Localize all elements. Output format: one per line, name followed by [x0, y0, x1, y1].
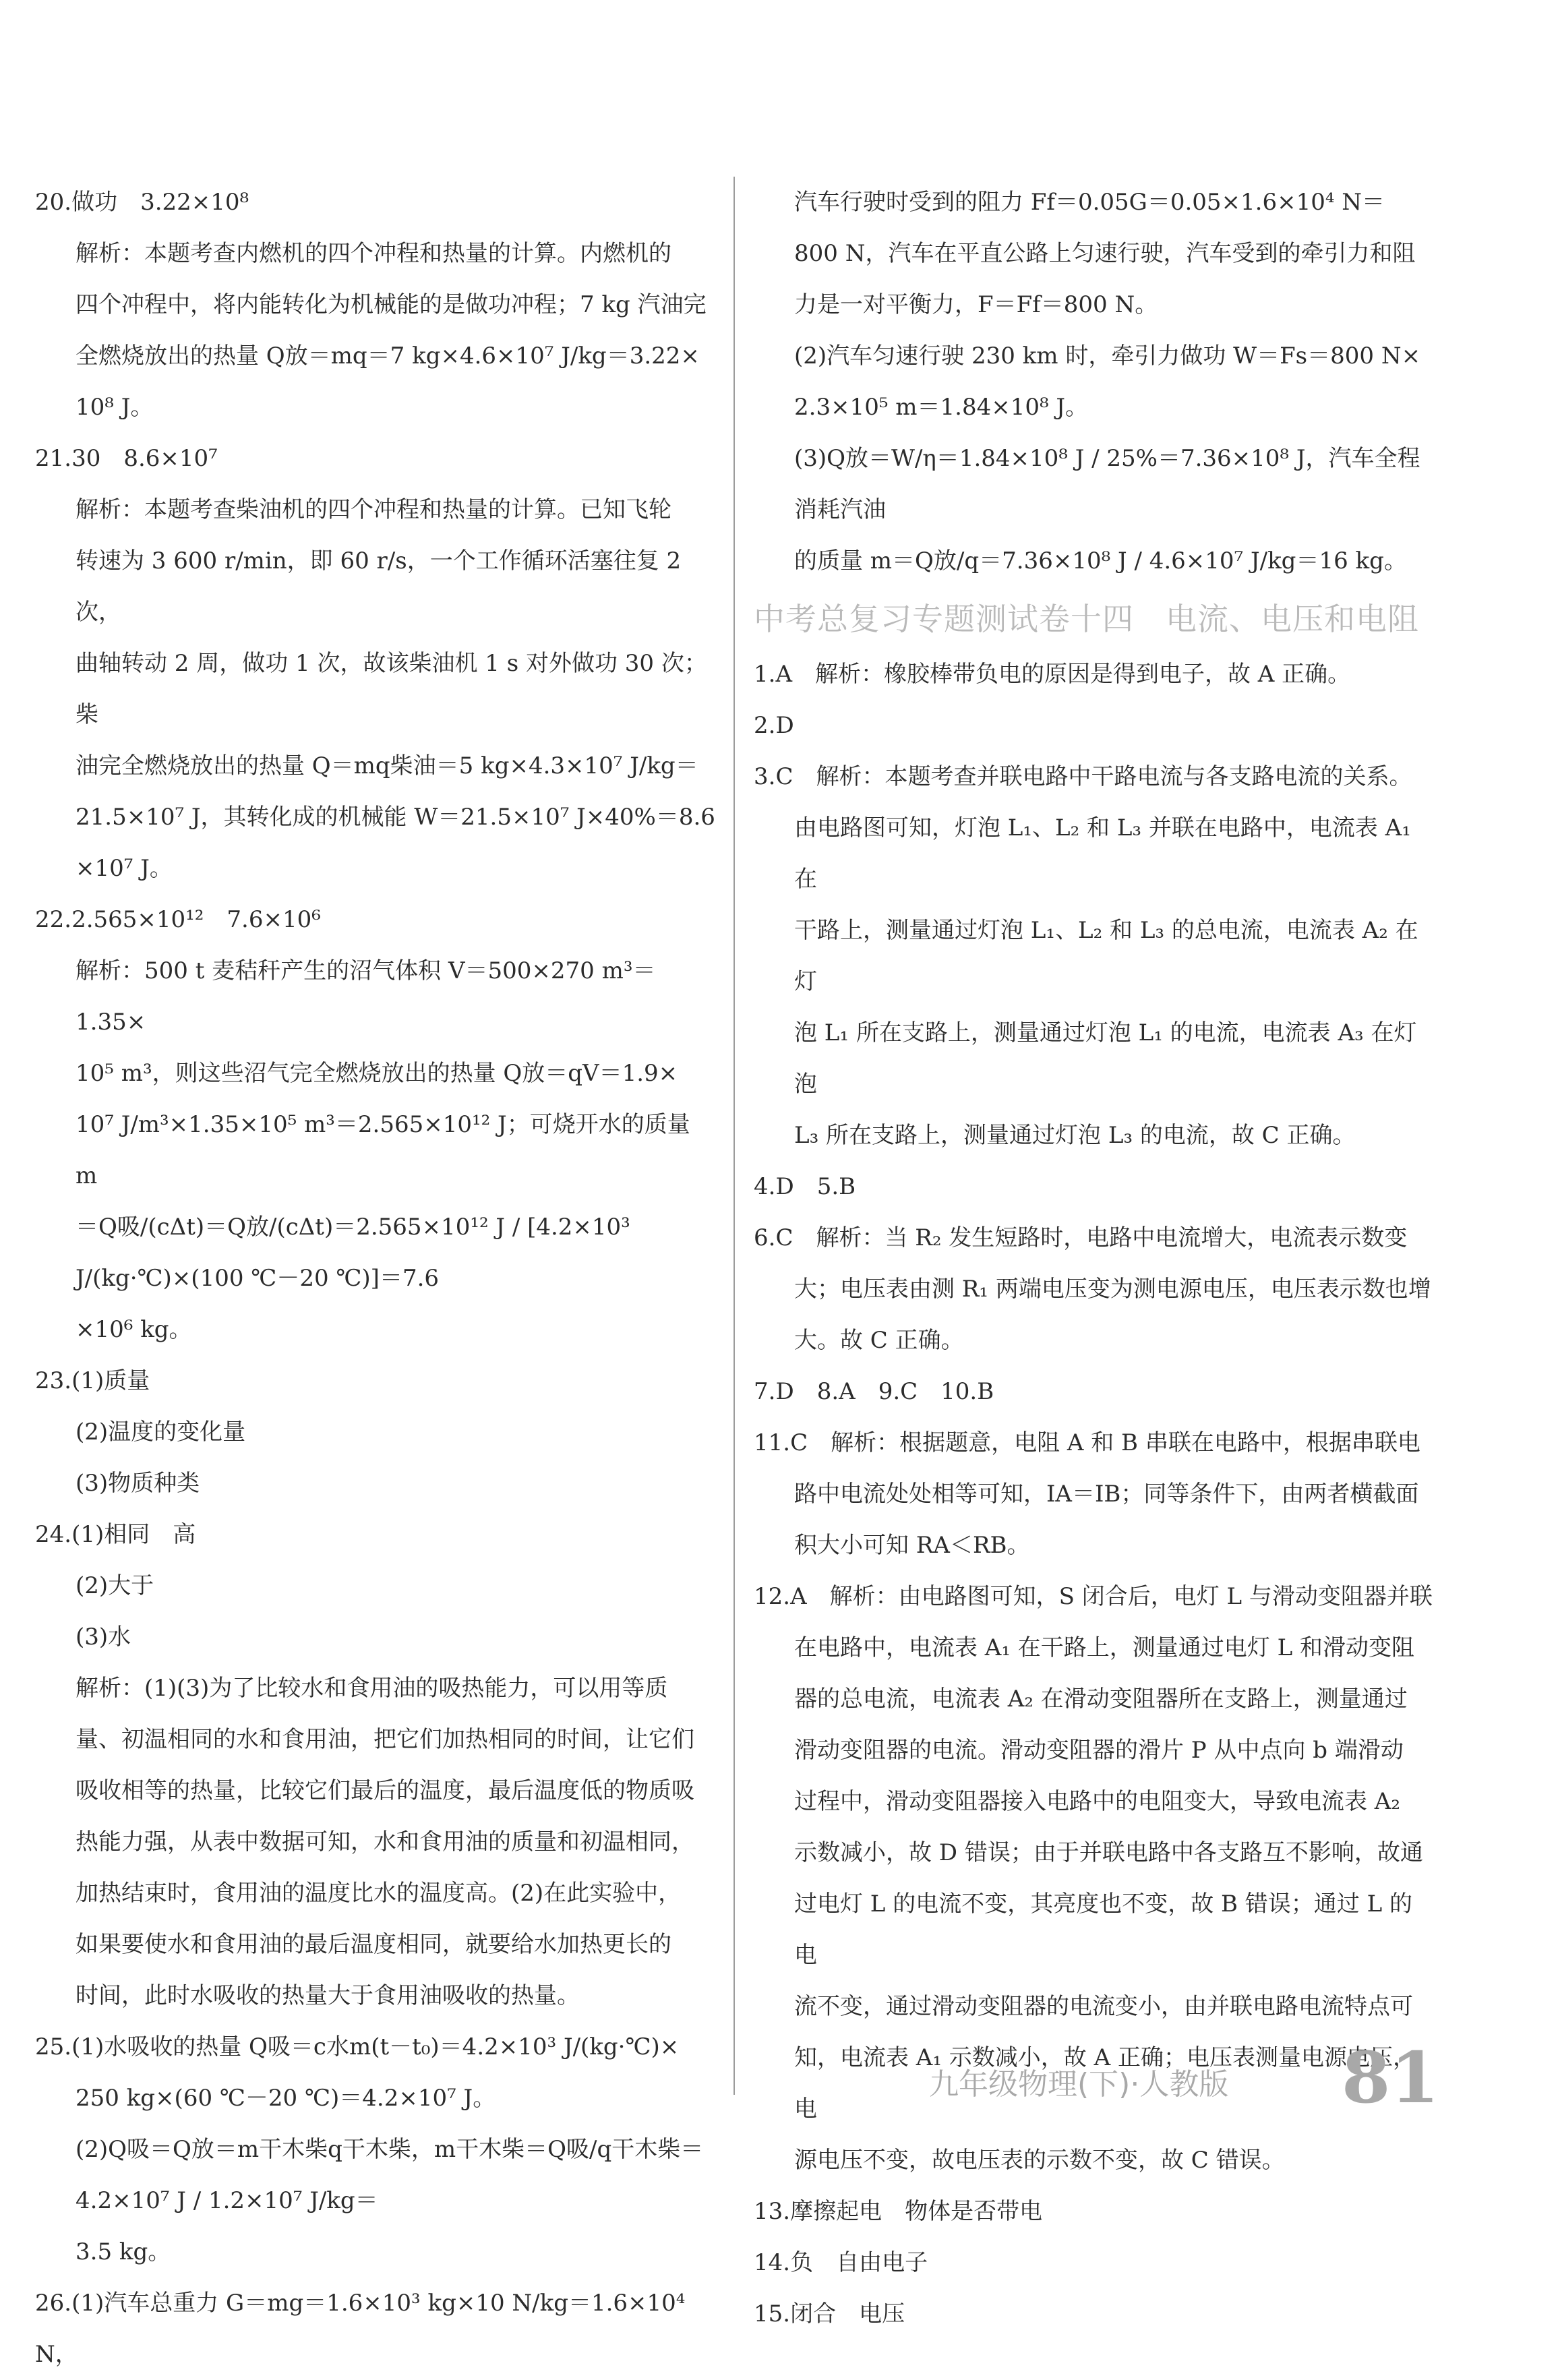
text-line: 800 N，汽车在平直公路上匀速行驶，汽车受到的牵引力和阻: [794, 240, 1416, 267]
text-line: 过电灯 L 的电流不变，其亮度也不变，故 B 错误；通过 L 的电: [794, 1891, 1412, 1969]
text-line: (2)汽车匀速行驶 230 km 时，牵引力做功 W＝Fs＝800 N×: [794, 343, 1421, 369]
text-line: (2)大于: [76, 1572, 154, 1599]
text-line: 解析：本题考查内燃机的四个冲程和热量的计算。内燃机的: [76, 240, 671, 267]
text-line: 量、初温相同的水和食用油，把它们加热相同的时间，让它们: [76, 1726, 694, 1753]
text-line: 2.3×10⁵ m＝1.84×10⁸ J。: [794, 394, 1089, 421]
text-line: 时间，此时水吸收的热量大于食用油吸收的热量。: [76, 1982, 580, 2009]
text-line: 油完全燃烧放出的热量 Q＝mq柴油＝5 kg×4.3×10⁷ J/kg＝: [76, 752, 698, 779]
text-line: 21.30 8.6×10⁷: [35, 445, 218, 472]
text-line: 15.闭合 电压: [754, 2300, 905, 2327]
text-line: 滑动变阻器的电流。滑动变阻器的滑片 P 从中点向 b 端滑动: [794, 1737, 1404, 1764]
text-line: 泡 L₁ 所在支路上，测量通过灯泡 L₁ 的电流，电流表 A₃ 在灯泡: [794, 1019, 1417, 1098]
text-line: 12.A 解析：由电路图可知，S 闭合后，电灯 L 与滑动变阻器并联: [754, 1583, 1433, 1610]
text-line: 流不变，通过滑动变阻器的电流变小，由并联电路电流特点可: [794, 1993, 1413, 2020]
text-line: L₃ 所在支路上，测量通过灯泡 L₃ 的电流，故 C 正确。: [794, 1122, 1356, 1149]
text-line: ×10⁶ kg。: [76, 1316, 192, 1343]
text-line: 3.C 解析：本题考查并联电路中干路电流与各支路电流的关系。: [754, 763, 1412, 790]
text-line: 全燃烧放出的热量 Q放＝mq＝7 kg×4.6×10⁷ J/kg＝3.22×: [76, 343, 700, 369]
text-line: ×10⁷ J。: [76, 855, 173, 882]
text-line: 干路上，测量通过灯泡 L₁、L₂ 和 L₃ 的总电流，电流表 A₂ 在灯: [794, 917, 1418, 995]
text-line: 解析：(1)(3)为了比较水和食用油的吸热能力，可以用等质: [76, 1675, 668, 1702]
text-line: 21.5×10⁷ J，其转化成的机械能 W＝21.5×10⁷ J×40%＝8.6: [76, 804, 715, 831]
text-line: 转速为 3 600 r/min，即 60 r/s，一个工作循环活塞往复 2 次，: [76, 547, 682, 626]
text-line: 吸收相等的热量，比较它们最后的温度，最后温度低的物质吸: [76, 1777, 694, 1804]
text-line: 14.负 自由电子: [754, 2249, 928, 2276]
text-line: 25.(1)水吸收的热量 Q吸＝c水m(t－t₀)＝4.2×10³ J/(kg·℃)×: [35, 2033, 680, 2060]
text-line: (3)Q放＝W/η＝1.84×10⁸ J / 25%＝7.36×10⁸ J，汽车全程消耗汽油: [794, 445, 1420, 523]
text-line: 汽车行驶时受到的阻力 Ff＝0.05G＝0.05×1.6×10⁴ N＝: [794, 189, 1385, 216]
text-line: 四个冲程中，将内能转化为机械能的是做功冲程；7 kg 汽油完: [76, 291, 707, 318]
text-line: 3.5 kg。: [76, 2238, 171, 2265]
text-line: 曲轴转动 2 周，做功 1 次，故该柴油机 1 s 对外做功 30 次；柴: [76, 650, 707, 728]
text-line: 23.(1)质量: [35, 1367, 150, 1394]
left-column: [35, 177, 716, 2380]
text-line: 在电路中，电流表 A₁ 在干路上，测量通过电灯 L 和滑动变阻: [794, 1634, 1414, 1661]
text-line: 如果要使水和食用油的最后温度相同，就要给水加热更长的: [76, 1931, 671, 1958]
section-title: 中考总复习专题测试卷十四 电流、电压和电阻: [754, 601, 1419, 637]
text-line: 路中电流处处相等可知，IA＝IB；同等条件下，由两者横截面: [794, 1481, 1419, 1508]
text-line: 11.C 解析：根据题意，电阻 A 和 B 串联在电路中，根据串联电: [754, 1429, 1420, 1456]
text-line: 2.D: [754, 712, 794, 739]
text-line: 源电压不变，故电压表的示数不变，故 C 错误。: [794, 2147, 1285, 2174]
text-line: 6.C 解析：当 R₂ 发生短路时，电路中电流增大，电流表示数变: [754, 1224, 1408, 1251]
text-line: 知，电流表 A₁ 示数减小，故 A 正确；电压表测量电源电压，电: [794, 2044, 1416, 2122]
text-line: 24.(1)相同 高: [35, 1521, 196, 1548]
text-line: 1.A 解析：橡胶棒带负电的原因是得到电子，故 A 正确。: [754, 661, 1351, 688]
text-line: 力是一对平衡力，F＝Ff＝800 N。: [794, 291, 1158, 318]
text-line: 的质量 m＝Q放/q＝7.36×10⁸ J / 4.6×10⁷ J/kg＝16 kg。: [794, 547, 1407, 574]
text-line: 加热结束时，食用油的温度比水的温度高。(2)在此实验中，: [76, 1880, 682, 1907]
text-line: 示数减小，故 D 错误；由于并联电路中各支路互不影响，故通: [794, 1839, 1423, 1866]
text-line: 10⁵ m³，则这些沼气完全燃烧放出的热量 Q放＝qV＝1.9×: [76, 1060, 678, 1087]
text-line: 26.(1)汽车总重力 G＝mg＝1.6×10³ kg×10 N/kg＝1.6×10⁴ N，: [35, 2290, 686, 2368]
text-line: ＝Q吸/(cΔt)＝Q放/(cΔt)＝2.565×10¹² J / [4.2×10³ J/(kg·℃)×(100 ℃－20 ℃)]＝7.6: [76, 1214, 630, 1292]
text-line: 由电路图可知，灯泡 L₁、L₂ 和 L₃ 并联在电路中，电流表 A₁ 在: [794, 814, 1411, 893]
text-line: 20.做功 3.22×10⁸: [35, 189, 249, 216]
text-line: (3)水: [76, 1624, 131, 1650]
text-line: 器的总电流，电流表 A₂ 在滑动变阻器所在支路上，测量通过: [794, 1686, 1408, 1713]
text-line: 解析：本题考查柴油机的四个冲程和热量的计算。已知飞轮: [76, 496, 671, 523]
text-line: 大；电压表由测 R₁ 两端电压变为测电源电压，电压表示数也增: [794, 1276, 1431, 1303]
text-line: 热能力强，从表中数据可知，水和食用油的质量和初温相同，: [76, 1828, 694, 1855]
text-line: 过程中，滑动变阻器接入电路中的电阻变大，导致电流表 A₂: [794, 1788, 1400, 1815]
text-line: 大。故 C 正确。: [794, 1327, 964, 1354]
text-line: 13.摩擦起电 物体是否带电: [754, 2198, 1043, 2225]
text-line: 22.2.565×10¹² 7.6×10⁶: [35, 906, 321, 933]
text-line: 解析：500 t 麦秸秆产生的沼气体积 V＝500×270 m³＝1.35×: [76, 957, 656, 1036]
text-line: 10⁷ J/m³×1.35×10⁵ m³＝2.565×10¹² J；可烧开水的质量 m: [76, 1111, 690, 1189]
text-line: 7.D 8.A 9.C 10.B: [754, 1378, 994, 1405]
footer-book-title: 九年级物理(下)·人教版: [929, 2067, 1229, 2102]
text-line: 积大小可知 RA＜RB。: [794, 1532, 1030, 1559]
text-line: 4.D 5.B: [754, 1173, 856, 1200]
text-line: (2)温度的变化量: [76, 1419, 246, 1446]
column-divider: [733, 177, 735, 2095]
right-column: [754, 177, 1435, 2340]
page-number: 81: [1342, 2036, 1439, 2119]
text-line: (2)Q吸＝Q放＝m干木柴q干木柴，m干木柴＝Q吸/q干木柴＝4.2×10⁷ J / 1.2×10⁷ J/kg＝: [76, 2136, 704, 2214]
text-line: 250 kg×(60 ℃－20 ℃)＝4.2×10⁷ J。: [76, 2085, 496, 2112]
text-line: 10⁸ J。: [76, 394, 154, 421]
text-line: (3)物质种类: [76, 1470, 200, 1497]
